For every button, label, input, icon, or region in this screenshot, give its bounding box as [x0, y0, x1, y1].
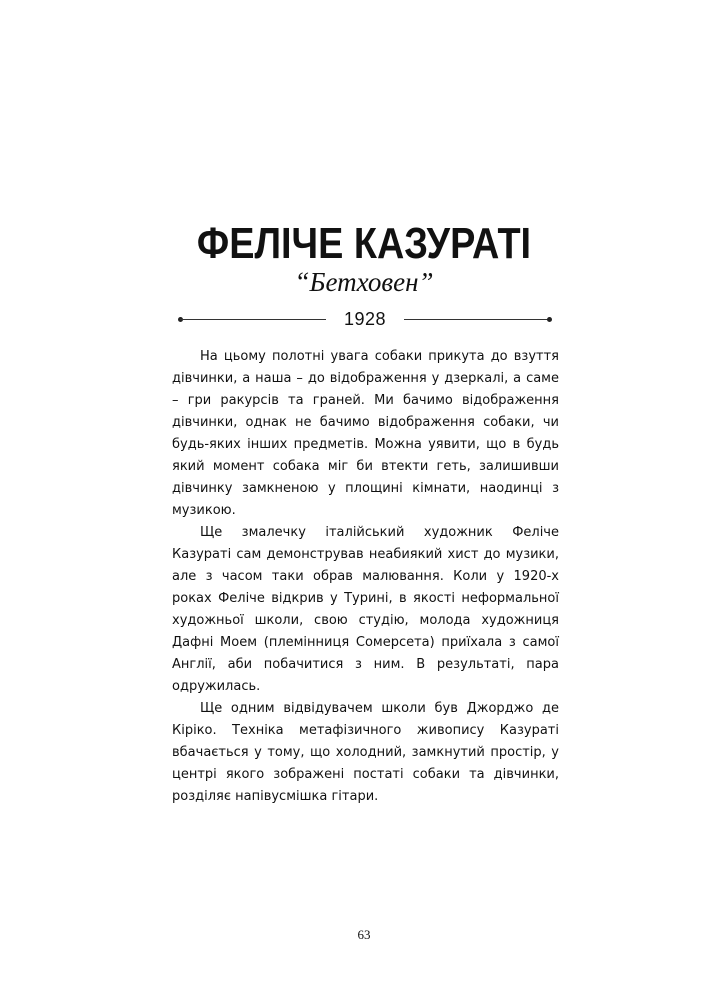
divider-dot-right — [547, 317, 552, 322]
paragraph: Ще змалечку італійський художник Феліче Казураті сам демонстрував неабиякий хист до музики, але з часом таки обрав малювання. Коли у 1920-х роках Феліче відкрив у Турині, в якості неформальної художньої школи, свою студію, молода художниця Дафні Моем (племінниця Сомерсета) приїхала з самої Англії, аби побачитися з ним. В результаті, пара одружилась. — [172, 525, 559, 694]
page-title: ФЕЛІЧЕ КАЗУРАТІ — [196, 219, 532, 268]
divider-rule-right — [404, 319, 550, 320]
paragraph: На цьому полотні увага собаки прикута до взуття дівчинки, а наша – до відображення у дзеркалі, а саме – гри ракурсів та граней. Ми бачимо відображення дівчинки, однак не бачимо відображення собаки, чи будь-яких інших предметів. Можна уявити, що в будь який момент собака міг би втекти геть, залишивши дівчинку замкненою у площині кімнати, наодинці з музикою. — [172, 349, 559, 518]
page-number: 63 — [357, 927, 371, 942]
paragraph: Ще одним відвідувачем школи був Джорджо де Кіріко. Техніка метафізичного живопису Казураті вбачається у тому, що холодний, замкнутий простір, у центрі якого зображені постаті собаки та дівчинки, розділяє напівусмішка гітари. — [172, 701, 559, 804]
year-divider — [180, 304, 550, 334]
artwork-year: 1928 — [343, 309, 387, 329]
artwork-title: “Бетховен” — [294, 267, 434, 297]
article-body — [172, 346, 559, 808]
